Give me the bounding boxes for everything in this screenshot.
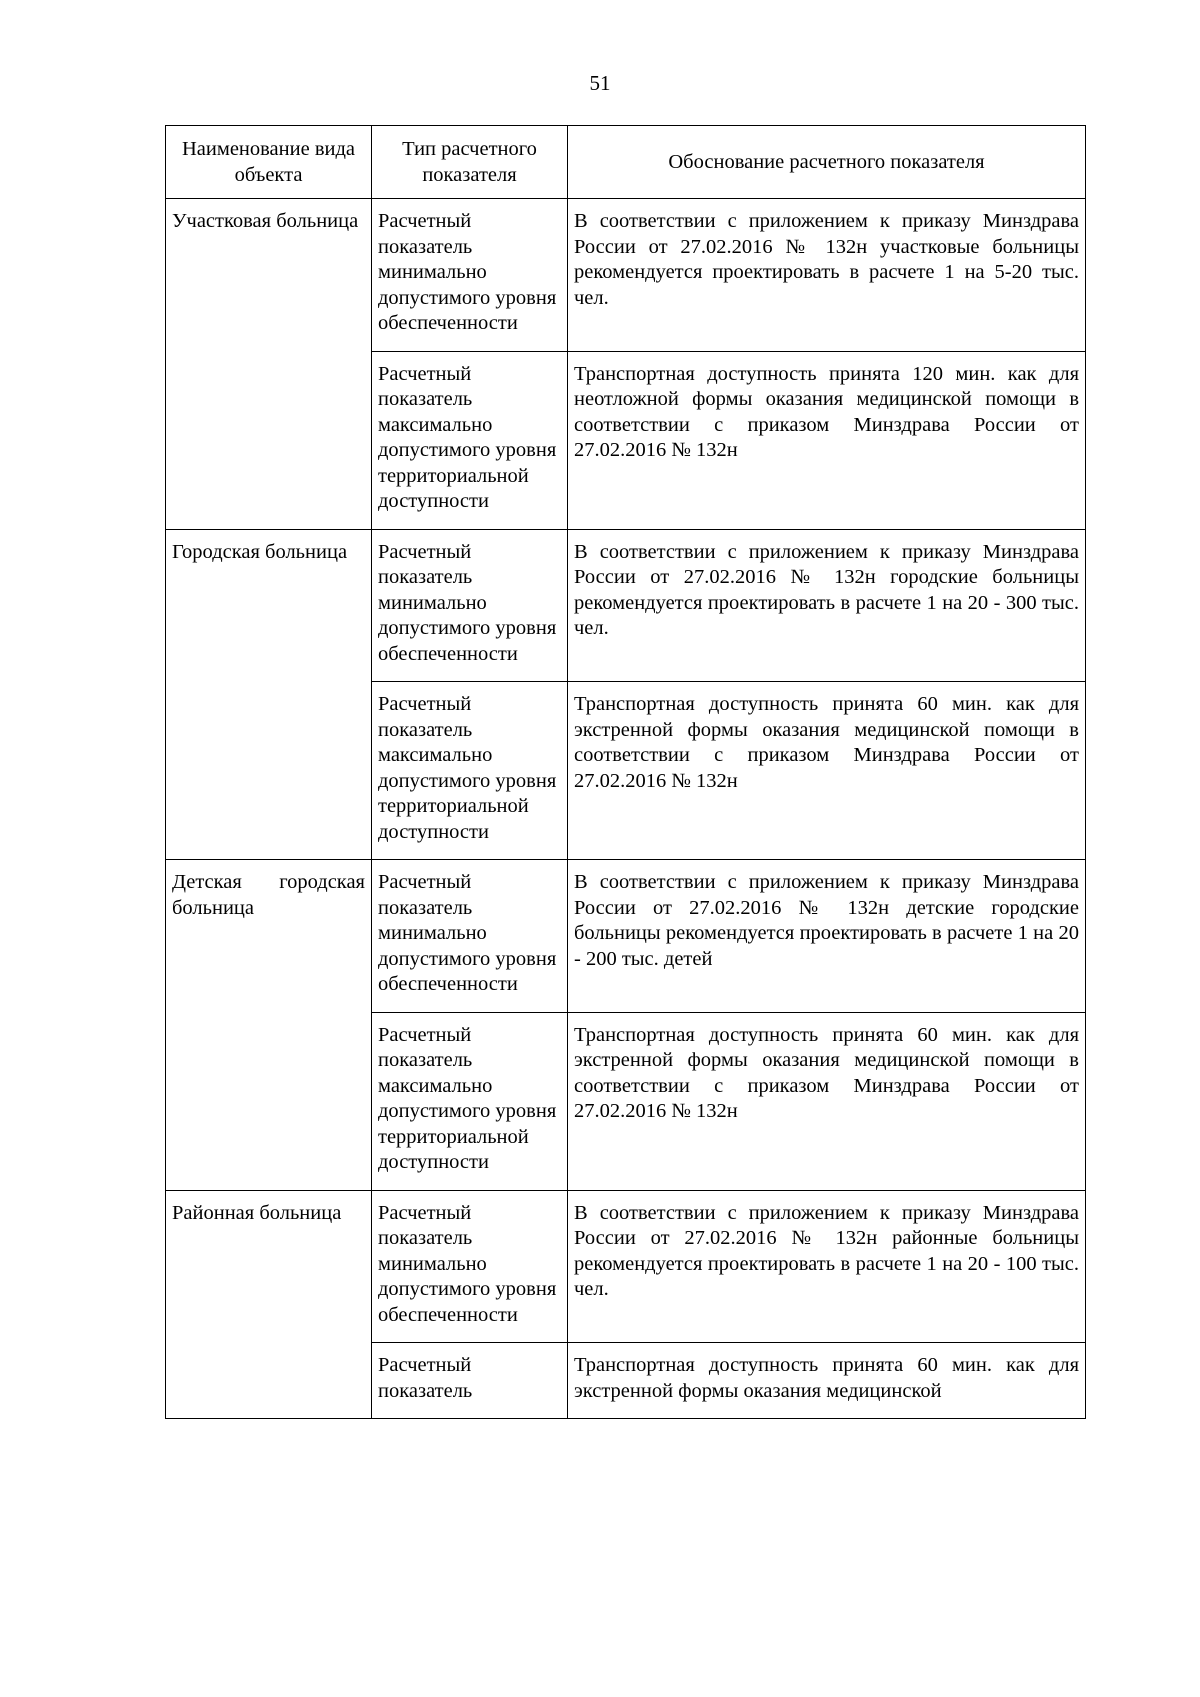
justification-cell: В соответствии с приложением к приказу Минздрава России от 27.02.2016 № 132н участковые больницы рекомендуется проектировать в расчете 1 на 5-20 тыс. чел. xyxy=(568,199,1086,352)
justification-cell: Транспортная доступность принята 60 мин. как для экстренной формы оказания медицинской помощи в соответствии с приказом Минздрава России от 27.02.2016 № 132н xyxy=(568,682,1086,860)
table-row xyxy=(166,199,1086,352)
table-header-row xyxy=(166,126,1086,199)
indicator-type-cell: Расчетный показатель максимально допустимого уровня территориальной доступности xyxy=(372,1012,568,1190)
norms-table xyxy=(165,125,1086,1419)
table-row xyxy=(166,860,1086,1013)
indicator-type-cell: Расчетный показатель минимально допустимого уровня обеспеченности xyxy=(372,529,568,682)
justification-cell: В соответствии с приложением к приказу Минздрава России от 27.02.2016 № 132н детские городские больницы рекомендуется проектировать в расчете 1 на 20 - 200 тыс. детей xyxy=(568,860,1086,1013)
justification-cell: В соответствии с приложением к приказу Минздрава России от 27.02.2016 № 132н городские больницы рекомендуется проектировать в расчете 1 на 20 - 300 тыс. чел. xyxy=(568,529,1086,682)
table-row xyxy=(166,1190,1086,1343)
indicator-type-cell: Расчетный показатель минимально допустимого уровня обеспеченности xyxy=(372,199,568,352)
header-justification: Обоснование расчетного показателя xyxy=(568,126,1086,199)
indicator-type-cell: Расчетный показатель минимально допустимого уровня обеспеченности xyxy=(372,860,568,1013)
indicator-type-cell: Расчетный показатель максимально допустимого уровня территориальной доступности xyxy=(372,682,568,860)
object-name-cell: Районная больница xyxy=(166,1190,372,1419)
header-indicator-type: Тип расчетного показателя xyxy=(372,126,568,199)
indicator-type-cell: Расчетный показатель максимально допустимого уровня территориальной доступности xyxy=(372,351,568,529)
justification-cell: Транспортная доступность принята 120 мин. как для неотложной формы оказания медицинской помощи в соответствии с приказом Минздрава России от 27.02.2016 № 132н xyxy=(568,351,1086,529)
object-name-cell: Участковая больница xyxy=(166,199,372,530)
justification-cell: Транспортная доступность принята 60 мин. как для экстренной формы оказания медицинской помощи в соответствии с приказом Минздрава России от 27.02.2016 № 132н xyxy=(568,1012,1086,1190)
object-name-cell: Детская городская больница xyxy=(166,860,372,1191)
justification-cell: В соответствии с приложением к приказу Минздрава России от 27.02.2016 № 132н районные больницы рекомендуется проектировать в расчете 1 на 20 - 100 тыс. чел. xyxy=(568,1190,1086,1343)
object-name-cell: Городская больница xyxy=(166,529,372,860)
page-number: 51 xyxy=(589,71,611,95)
header-object-name: Наименование вида объекта xyxy=(166,126,372,199)
table-row xyxy=(166,529,1086,682)
indicator-type-cell: Расчетный показатель минимально допустимого уровня обеспеченности xyxy=(372,1190,568,1343)
justification-cell: Транспортная доступность принята 60 мин. как для экстренной формы оказания медицинской xyxy=(568,1343,1086,1419)
indicator-type-cell: Расчетный показатель xyxy=(372,1343,568,1419)
